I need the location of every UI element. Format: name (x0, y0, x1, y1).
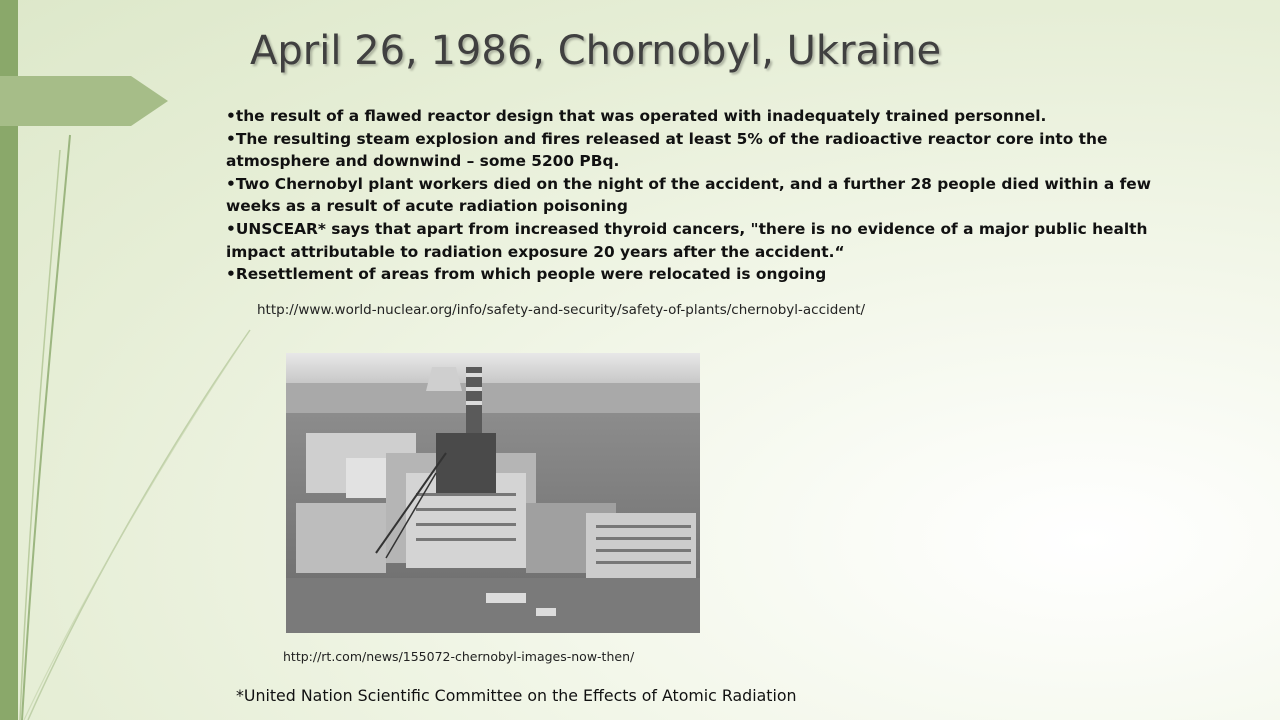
bullet-glyph: • (226, 265, 236, 284)
bullet-item (226, 105, 1186, 128)
plant-photo-illustration (286, 353, 700, 633)
slide-title: April 26, 1986, Chornobyl, Ukraine (250, 28, 942, 74)
bullet-glyph: • (226, 174, 236, 193)
bullet-text: Two Chernobyl plant workers died on the night of the accident, and a further 28 people died within a few weeks as a result of acute radiation poisoning (226, 174, 1151, 216)
bullet-glyph: • (226, 129, 236, 148)
bullet-text: the result of a flawed reactor design that was operated with inadequately trained personnel. (235, 107, 1047, 125)
bullet-item (226, 263, 1186, 286)
bullet-glyph: • (226, 107, 236, 125)
bullet-text: UNSCEAR* says that apart from increased thyroid cancers, "there is no evidence of a major public health impact attributable to radiation exposure 20 years after the accident.“ (226, 219, 1148, 261)
bullet-text: Resettlement of areas from which people were relocated is ongoing (235, 265, 827, 284)
bullet-item (226, 173, 1186, 218)
source-link-rt[interactable]: http://rt.com/news/155072-chernobyl-images-now-then/ (283, 649, 635, 664)
source-link-world-nuclear[interactable]: http://www.world-nuclear.org/info/safety-and-security/safety-of-plants/chernobyl-accident/ (257, 302, 866, 318)
bullet-item (226, 128, 1186, 173)
bullet-list (226, 105, 1186, 286)
bullet-item (226, 218, 1186, 263)
bullet-glyph: • (226, 219, 236, 238)
chernobyl-plant-photo (286, 353, 700, 633)
bullet-text: The resulting steam explosion and fires released at least 5% of the radioactive reactor core into the atmosphere and downwind – some 5200 PBq. (226, 129, 1108, 171)
footnote: *United Nation Scientific Committee on the Effects of Atomic Radiation (236, 686, 797, 705)
